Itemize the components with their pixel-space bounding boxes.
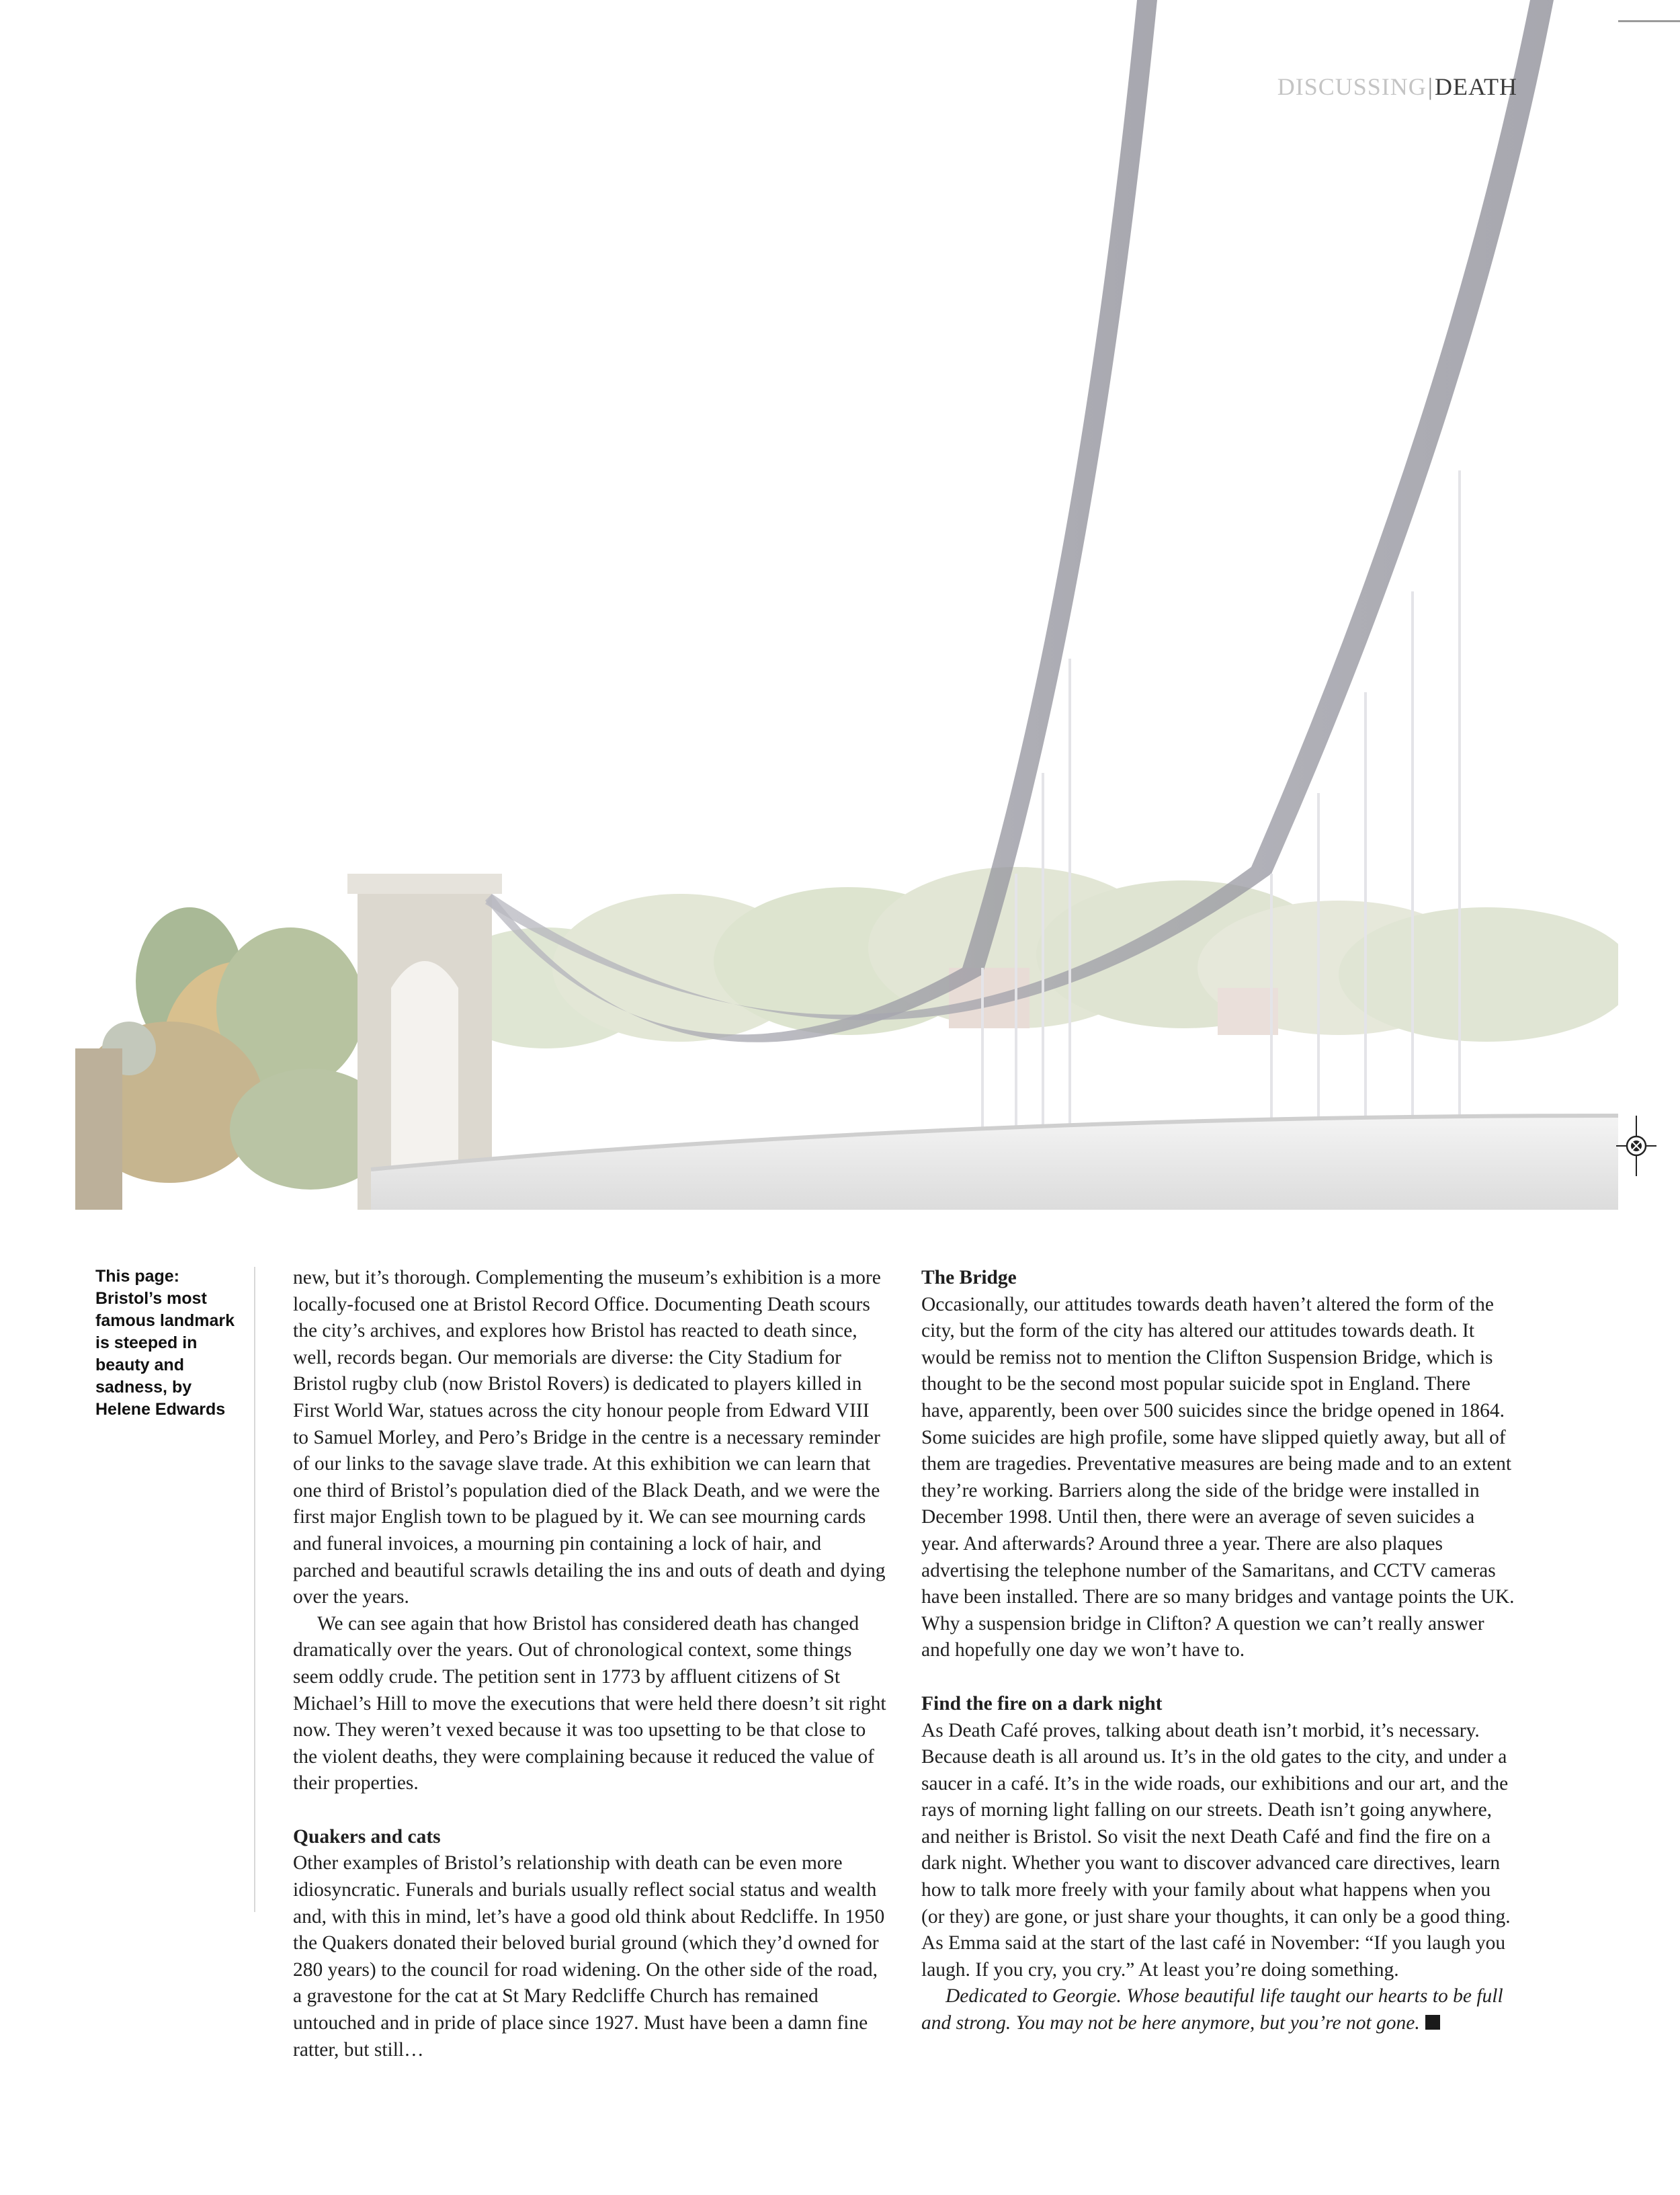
article-column-2 (921, 1265, 1515, 2037)
paragraph: Occasionally, our attitudes towards death haven’t altered the form of the city, but the form of the city has altered our attitudes towards death. It would be remiss not to mention the Clifton Suspension Bridge, which is thought to be the second most popular suicide spot in England. There have, apparently, been over 500 suicides since the bridge opened in 1864. Some suicides are high profile, some have slipped quietly away, but all of them are tragedies. Preventative measures are being made and to an extent they’re working. Barriers along the side of the bridge were installed in December 1998. Until then, there were an average of seven suicides a year. And afterwards? Around three a year. There are also plaques advertising the telephone number of the Samaritans, and CCTV cameras have been installed. There are so many bridges and vantage points the UK. Why a suspension bridge in Clifton? A question we can’t really answer and hopefully one day we won’t have to. (921, 1293, 1515, 1661)
article-column-1 (293, 1265, 887, 2063)
subheading-quakers-and-cats: Quakers and cats (293, 1825, 441, 1848)
corner-crop-line (1616, 20, 1680, 22)
paragraph: We can see again that how Bristol has considered death has changed dramatically over the years. Out of chronological context, some things seem oddly crude. The petition sent in 1773 by affluent citizens of St Michael’s Hill to move the executions that were held there doesn’t sit right now. They weren’t vexed because it was too upsetting to be that close to the violent deaths, they were complaining because it reduced the value of their properties. (293, 1612, 886, 1794)
suspension-bridge-photo (75, 0, 1618, 1210)
subheading-find-the-fire: Find the fire on a dark night (921, 1692, 1163, 1714)
end-of-article-icon (1425, 2015, 1440, 2030)
section-topic: DEATH (1435, 73, 1517, 100)
section-header (1277, 73, 1517, 101)
section-separator: | (1427, 73, 1434, 100)
section-category: DISCUSSING (1277, 73, 1427, 100)
dedication (921, 1983, 1515, 2036)
paragraph: new, but it’s thorough. Complementing the museum’s exhibition is a more locally-focused one at Bristol Record Office. Documenting Death scours the city’s archives, and explores how Bristol has reacted to death since, well, records began. Our memorials are diverse: the City Stadium for Bristol rugby club (now Bristol Rovers) is dedicated to players killed in First World War, statues across the city honour people from Edward VIII to Samuel Morley, and Pero’s Bridge in the centre is a necessary reminder of our links to the savage slave trade. At this exhibition we can learn that one third of Bristol’s population died of the Black Death, and we were the first major English town to be plagued by it. We can see mourning cards and funeral invoices, a mourning pin containing a lock of hair, and parched and beautiful scrawls detailing the ins and outs of death and dying over the years. (293, 1267, 886, 1608)
paragraph: Other examples of Bristol’s relationship with death can be even more idiosyncratic. Funerals and burials usually reflect social status and wealth and, with this in mind, let’s have a good old think about Redcliffe. In 1950 the Quakers donated their beloved burial ground (which they’d owned for 280 years) to the council for road widening. On the other side of the road, a gravestone for the cat at St Mary Redcliffe Church has remained untouched and in pride of place since 1927. Must have been a damn fine ratter, but still… (293, 1852, 885, 2061)
paragraph: As Death Café proves, talking about death isn’t morbid, it’s necessary. Because death is all around us. It’s in the old gates to the city, and under a saucer in a café. It’s in the wide roads, our exhibitions and our art, and the rays of morning light falling on our streets. Death isn’t going anywhere, and neither is Bristol. So visit the next Death Café and find the fire on a dark night. Whether you want to discover advanced care directives, learn how to talk more freely with your family about what happens when you (or they) are gone, or just share your thoughts, it can only be a good thing. As Emma said at the start of the last café in November: “If you laugh you laugh. If you cry, you cry.” At least you’re doing something. (921, 1719, 1511, 1981)
column-divider (254, 1267, 255, 1912)
dedication-text: Dedicated to Georgie. Whose beautiful life taught our hearts to be full and strong. You may not be here anymore, but you’re not gone. (921, 1985, 1503, 2034)
bridge-illustration (75, 0, 1618, 1210)
registration-mark-icon (1616, 1116, 1656, 1176)
subheading-the-bridge: The Bridge (921, 1267, 1017, 1288)
photo-caption: This page: Bristol’s most famous landmark is steeped in beauty and sadness, by Helene Edwards (95, 1267, 235, 1419)
